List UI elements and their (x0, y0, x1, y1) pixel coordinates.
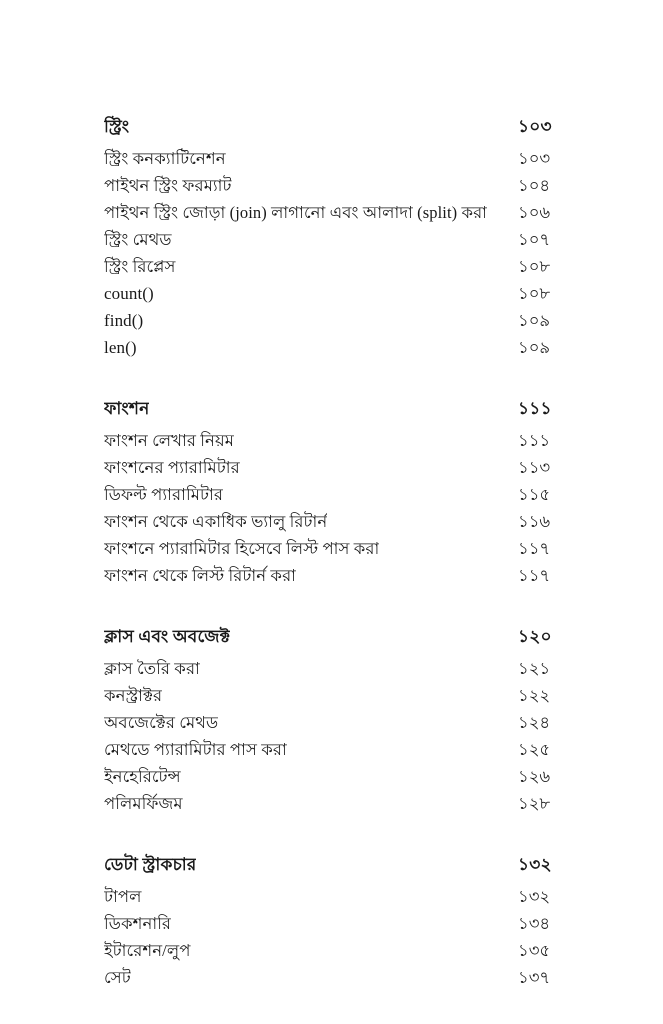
toc-entry-page-number: ১২৬ (518, 767, 551, 786)
toc-entry-title: সেট (104, 968, 131, 987)
toc-entry-title: ইটারেশন/লুপ (104, 941, 191, 960)
toc-entry-row[interactable] (104, 736, 560, 763)
toc-entry-page-number: ১০৯ (518, 311, 551, 330)
toc-entry-title: count() (104, 284, 154, 303)
toc-entry-page-number: ১১৭ (518, 566, 551, 585)
toc-entry-row[interactable] (104, 334, 560, 361)
toc-entry-row[interactable] (104, 655, 560, 682)
toc-section-heading-page-number: ১০৩ (518, 117, 552, 136)
toc-entry-row[interactable] (104, 937, 560, 964)
toc-entry-row[interactable] (104, 172, 560, 199)
toc-entry-row[interactable] (104, 199, 560, 226)
toc-section-heading-page-number: ১১১ (518, 399, 552, 418)
toc-entry-row[interactable] (104, 709, 560, 736)
toc-section (104, 850, 560, 991)
toc-entry-page-number: ১০৮ (518, 257, 551, 276)
toc-entry-title: স্ট্রিং কনক্যাটিনেশন (104, 149, 226, 168)
toc-entry-page-number: ১০৬ (518, 203, 551, 222)
table-of-contents (104, 112, 560, 991)
toc-entry-page-number: ১১৭ (518, 539, 551, 558)
toc-entry-row[interactable] (104, 883, 560, 910)
toc-section-heading-page-number: ১৩২ (518, 855, 552, 874)
toc-entry-row[interactable] (104, 454, 560, 481)
toc-entry-row[interactable] (104, 280, 560, 307)
toc-entry-row[interactable] (104, 535, 560, 562)
toc-entry-page-number: ১১৩ (518, 458, 551, 477)
toc-section (104, 394, 560, 589)
toc-entry-page-number: ১১৫ (518, 485, 551, 504)
toc-entry-title: স্ট্রিং রিপ্লেস (104, 257, 176, 276)
toc-entry-row[interactable] (104, 427, 560, 454)
toc-entry-title: কনস্ট্রাক্টর (104, 686, 163, 705)
toc-entry-title: পাইথন স্ট্রিং ফরম্যাট (104, 176, 232, 195)
toc-entry-page-number: ১২৮ (518, 794, 551, 813)
toc-section-heading-title: ডেটা স্ট্রাকচার (104, 855, 197, 874)
toc-entry-page-number: ১২৪ (518, 713, 551, 732)
toc-entry-page-number: ১৩৫ (518, 941, 551, 960)
toc-entry-row[interactable] (104, 790, 560, 817)
toc-entry-page-number: ১১৬ (518, 512, 551, 531)
toc-entry-row[interactable] (104, 481, 560, 508)
toc-entry-page-number: ১৩২ (518, 887, 551, 906)
toc-entry-title: ফাংশন থেকে লিস্ট রিটার্ন করা (104, 566, 297, 585)
toc-entry-title: ডিফল্ট প্যারামিটার (104, 485, 224, 504)
toc-section-heading-row[interactable] (104, 112, 560, 142)
toc-entry-title: পাইথন স্ট্রিং জোড়া (join) লাগানো এবং আলাদা (split) করা (104, 203, 488, 222)
toc-entry-title: ফাংশন থেকে একাধিক ভ্যালু রিটার্ন (104, 512, 328, 531)
toc-entry-title: অবজেক্টের মেথড (104, 713, 219, 732)
toc-section-heading-row[interactable] (104, 850, 560, 880)
toc-entry-page-number: ১২২ (518, 686, 551, 705)
toc-entry-title: ফাংশন লেখার নিয়ম (104, 431, 235, 450)
toc-entry-title: ফাংশনে প্যারামিটার হিসেবে লিস্ট পাস করা (104, 539, 380, 558)
toc-entry-page-number: ১০৪ (518, 176, 551, 195)
toc-entry-page-number: ১০৭ (518, 230, 551, 249)
toc-entry-page-number: ১৩৭ (518, 968, 551, 987)
toc-entry-page-number: ১০৩ (518, 149, 551, 168)
toc-entry-row[interactable] (104, 562, 560, 589)
toc-entry-page-number: ১২১ (518, 659, 551, 678)
toc-entry-title: টাপল (104, 887, 142, 906)
toc-section-heading-title: ক্লাস এবং অবজেক্ট (104, 627, 231, 646)
toc-entry-page-number: ১৩৪ (518, 914, 551, 933)
toc-entry-page-number: ১১১ (518, 431, 551, 450)
toc-section-heading-page-number: ১২০ (518, 627, 552, 646)
toc-entry-title: ইনহেরিটেন্স (104, 767, 181, 786)
toc-entry-row[interactable] (104, 226, 560, 253)
toc-entry-row[interactable] (104, 307, 560, 334)
toc-entry-page-number: ১২৫ (518, 740, 551, 759)
toc-entry-page-number: ১০৮ (518, 284, 551, 303)
toc-entry-title: ফাংশনের প্যারামিটার (104, 458, 240, 477)
toc-entry-title: স্ট্রিং মেথড (104, 230, 172, 249)
toc-entry-row[interactable] (104, 682, 560, 709)
toc-section (104, 622, 560, 817)
toc-entry-title: ডিকশনারি (104, 914, 172, 933)
toc-entry-page-number: ১০৯ (518, 338, 551, 357)
toc-section-heading-row[interactable] (104, 394, 560, 424)
toc-entry-row[interactable] (104, 763, 560, 790)
toc-section-heading-title: ফাংশন (104, 399, 150, 418)
toc-section-heading-row[interactable] (104, 622, 560, 652)
toc-entry-row[interactable] (104, 910, 560, 937)
toc-entry-row[interactable] (104, 508, 560, 535)
toc-entry-title: len() (104, 338, 137, 357)
toc-entry-row[interactable] (104, 145, 560, 172)
toc-section (104, 112, 560, 361)
toc-entry-row[interactable] (104, 253, 560, 280)
toc-entry-title: পলিমর্ফিজম (104, 794, 183, 813)
toc-section-heading-title: স্ট্রিং (104, 117, 130, 136)
toc-entry-title: ক্লাস তৈরি করা (104, 659, 200, 678)
toc-entry-title: মেথডে প্যারামিটার পাস করা (104, 740, 287, 759)
toc-entry-row[interactable] (104, 964, 560, 991)
toc-entry-title: find() (104, 311, 144, 330)
